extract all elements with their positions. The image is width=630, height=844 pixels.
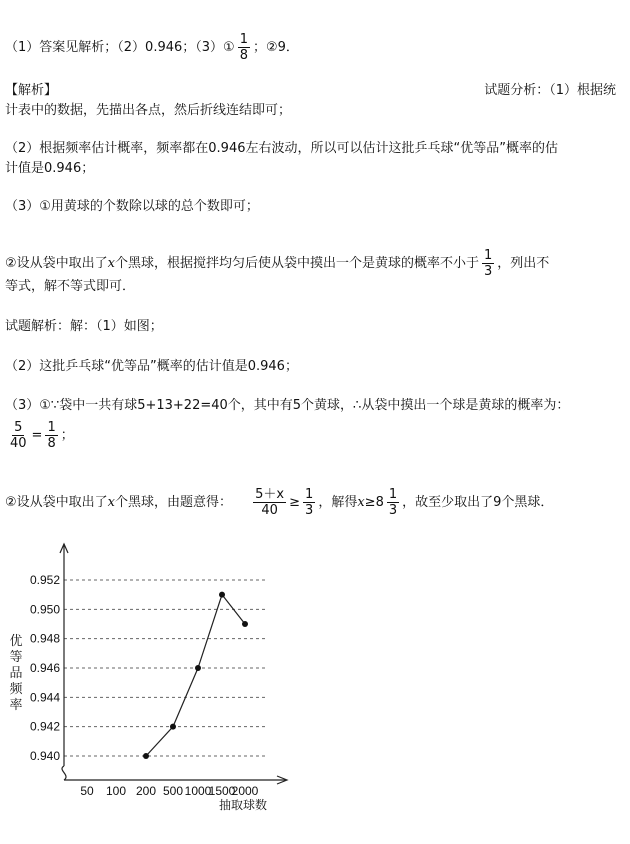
- x-tick-label: 1000: [184, 784, 212, 798]
- text-segment: 个黑球，由题意得：: [115, 495, 233, 510]
- geq-sign: ≥: [364, 495, 376, 510]
- fraction-numerator: 1: [388, 487, 398, 502]
- y-tick-label: 0.946: [29, 661, 60, 675]
- analysis-heading-line: [5, 82, 57, 100]
- text-segment: ；: [60, 428, 74, 443]
- y-axis-label: [9, 633, 23, 712]
- y-tick-label: 0.944: [29, 690, 60, 705]
- fraction-numerator: 1: [239, 32, 248, 47]
- analysis-line-2a: （2）根据频率估计概率，频率都在0.946左右波动，所以可以估计这批乒乓球“优等品”概率的估: [5, 141, 558, 156]
- solution-line-2: （2）这批乒乓球“优等品”概率的估计值是0.946；: [5, 359, 298, 374]
- fraction-denominator: 40: [261, 503, 278, 518]
- analysis-heading: 【解析】: [5, 83, 58, 98]
- y-axis-label-char: 频: [9, 681, 23, 696]
- analysis-line-4a: [5, 248, 549, 279]
- text-segment: ，故至少取出了9个黑球．: [402, 495, 554, 510]
- series-line: [146, 595, 245, 756]
- fraction-5-40: [8, 420, 29, 451]
- solution-probability: [5, 420, 74, 451]
- solution-line-3: （3）①∵袋中一共有球5+13+22=40个，其中有5个黄球，∴从袋中摸出一个球是黄球的概率为：: [5, 398, 570, 413]
- fraction-denominator: 3: [305, 503, 314, 518]
- fraction-inequality: [253, 487, 286, 518]
- answer-text: （1）答案见解析；（2）0.946；（3）①: [5, 40, 235, 55]
- variable-x: x: [357, 495, 365, 510]
- solution-line-1: 试题解析：解：（1）如图；: [5, 319, 163, 334]
- data-point: [219, 592, 225, 598]
- fraction-numerator: 1: [47, 420, 56, 435]
- x-tick-label: 2000: [231, 784, 259, 798]
- fraction-denominator: 3: [388, 503, 398, 518]
- y-tick-label: 0.950: [29, 602, 60, 617]
- analysis-line-2b: 计值是0.946；: [5, 161, 95, 176]
- text-segment: ，列出不: [497, 256, 550, 271]
- chart-grid: [64, 580, 268, 756]
- x-tick-labels: [80, 784, 258, 798]
- mixed-number-whole: 8: [375, 495, 384, 510]
- text-segment: ②设从袋中取出了: [5, 256, 108, 271]
- fraction-numerator: 1: [305, 487, 314, 502]
- y-tick-label: 0.940: [29, 749, 60, 763]
- data-point: [143, 753, 149, 759]
- fraction-denominator: 8: [239, 48, 248, 63]
- analysis-line-3: （3）①用黄球的个数除以球的总个数即可；: [5, 199, 259, 214]
- y-tick-label: 0.948: [29, 631, 60, 646]
- fraction-denominator: 40: [10, 436, 27, 451]
- fraction-1-8: [45, 420, 57, 451]
- variable-x: x: [107, 495, 115, 510]
- x-tick-label: 100: [105, 784, 127, 798]
- y-axis-label-char: 等: [9, 649, 23, 664]
- geq-sign: ≥: [289, 495, 301, 510]
- answer-fraction: [238, 32, 250, 63]
- text-segment: ②设从袋中取出了: [5, 495, 108, 510]
- y-axis-break: [62, 766, 66, 780]
- frequency-line-chart: [0, 530, 300, 830]
- y-axis-label-char: 优: [9, 633, 23, 648]
- fraction-one-third: [303, 487, 315, 518]
- analysis-line-4b: 等式，解不等式即可．: [5, 279, 136, 294]
- fraction-one-third: [387, 487, 399, 518]
- y-axis-label-char: 率: [9, 697, 23, 712]
- analysis-line-1: 计表中的数据，先描出各点，然后折线连结即可；: [5, 103, 292, 118]
- answer-text-2: ；②9．: [252, 40, 299, 55]
- data-point: [242, 621, 248, 627]
- x-tick-label: 200: [135, 784, 157, 798]
- text-segment: ，解得: [318, 495, 358, 510]
- fraction-one-third: [482, 248, 494, 279]
- y-axis-label-char: 品: [9, 665, 23, 680]
- y-tick-label: 0.952: [29, 573, 60, 587]
- answer-line: [5, 32, 299, 63]
- x-tick-label: 50: [80, 784, 94, 798]
- analysis-intro: 试题分析：（1）根据统: [484, 83, 616, 98]
- equals-sign: =: [31, 428, 43, 443]
- chart-series: [143, 592, 248, 759]
- data-point: [195, 665, 201, 671]
- text-segment: 个黑球，根据搅拌均匀后使从袋中摸出一个是黄球的概率不小于: [115, 256, 480, 271]
- fraction-denominator: 3: [484, 264, 493, 279]
- y-tick-labels: [30, 573, 60, 763]
- data-point: [170, 724, 176, 730]
- fraction-numerator: 5＋x: [255, 487, 285, 502]
- x-tick-label: 500: [162, 784, 184, 798]
- fraction-numerator: 1: [484, 248, 493, 263]
- y-tick-label: 0.942: [29, 719, 60, 734]
- fraction-numerator: 5: [14, 420, 23, 435]
- fraction-denominator: 8: [47, 436, 56, 451]
- x-tick-label: 1500: [208, 784, 236, 798]
- x-axis-label: 抽取球数: [218, 798, 268, 812]
- solution-line-4: [5, 487, 553, 518]
- variable-x: x: [107, 256, 115, 271]
